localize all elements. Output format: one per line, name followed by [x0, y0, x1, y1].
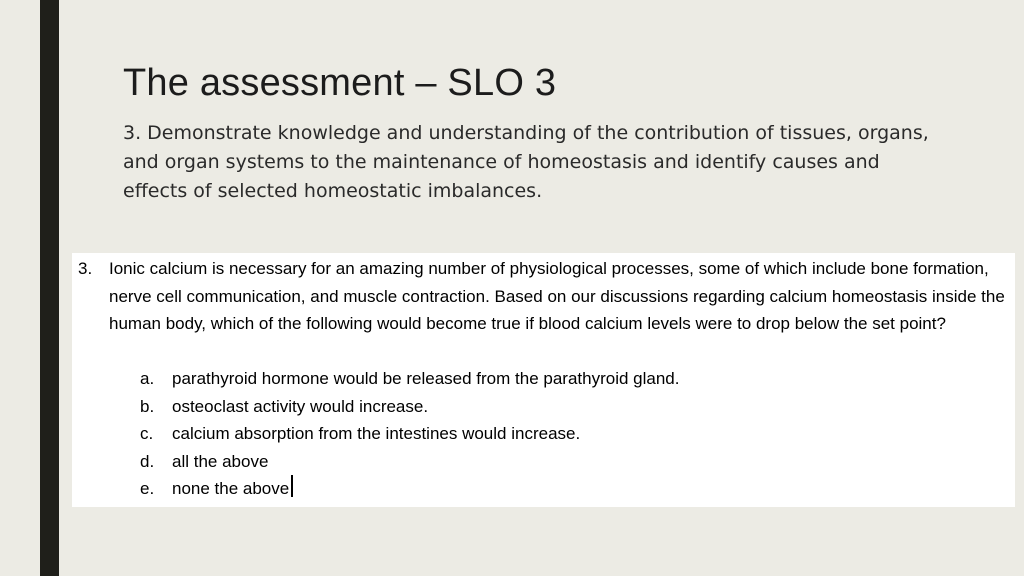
slo-description: 3. Demonstrate knowledge and understanding of the contribution of tissues, organs, and organ systems to the maintenance of homeostasis and identify causes and effects of selected homeostatic imbalances.	[123, 122, 929, 202]
option-letter: a.	[140, 369, 155, 388]
option-a	[140, 365, 940, 393]
option-letter: b.	[140, 396, 155, 416]
option-text: none the above	[172, 479, 290, 498]
option-text: parathyroid hormone would be released from the parathyroid gland.	[172, 369, 680, 388]
option-text: osteoclast activity would increase.	[172, 396, 429, 416]
option-letter: e.	[140, 479, 155, 498]
left-accent-bar	[40, 0, 59, 576]
option-d	[140, 448, 940, 476]
option-b	[140, 393, 940, 421]
option-text: calcium absorption from the intestines would increase.	[172, 424, 581, 443]
option-letter: d.	[140, 451, 155, 471]
answer-options	[140, 365, 940, 503]
option-e	[140, 475, 940, 503]
slide-title: The assessment – SLO 3	[123, 62, 557, 104]
text-cursor	[291, 475, 293, 497]
option-c	[140, 420, 940, 448]
option-letter: c.	[140, 424, 154, 443]
question-box	[72, 253, 1015, 507]
question-stem: Ionic calcium is necessary for an amazing number of physiological processes, some of which include bone formation, nerve cell communication, and muscle contraction. Based on our discussions regarding calcium homeostasis inside the human body, which of the following would become true if blood calcium levels were to drop below the set point?	[109, 259, 1005, 333]
option-text: all the above	[172, 451, 269, 471]
question-number: 3.	[78, 259, 93, 278]
